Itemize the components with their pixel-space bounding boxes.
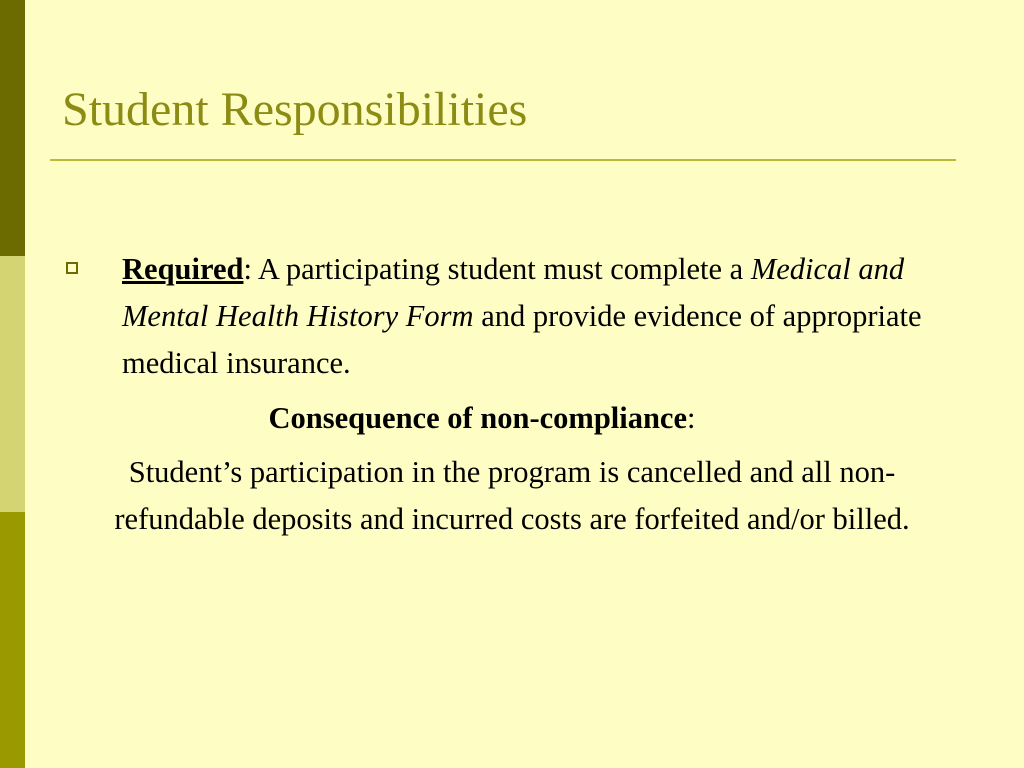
side-bar-bottom <box>0 512 25 768</box>
required-text-part1: : A participating student must complete a <box>243 252 751 286</box>
slide-body <box>62 246 962 543</box>
required-text-part2: and provide evidence of appropriate medical insurance. <box>122 299 922 380</box>
title-underline-rule <box>50 159 956 161</box>
side-bar-middle <box>0 256 25 512</box>
consequence-result-text: Student’s participation in the program is cancelled and all non-refundable deposits and incurred costs are forfeited and/or billed. <box>114 455 910 536</box>
consequence-label: Consequence of non-compliance <box>268 401 688 435</box>
required-label: Required <box>122 252 244 286</box>
side-bar-top <box>0 0 25 256</box>
slide-title: Student Responsibilities <box>62 83 528 136</box>
hollow-square-bullet-icon <box>66 262 78 274</box>
consequence-heading <box>2 395 962 442</box>
bullet-item-required <box>62 246 962 387</box>
consequence-suffix: : <box>687 401 696 435</box>
form-name: Medical and Mental Health History Form <box>122 252 905 333</box>
